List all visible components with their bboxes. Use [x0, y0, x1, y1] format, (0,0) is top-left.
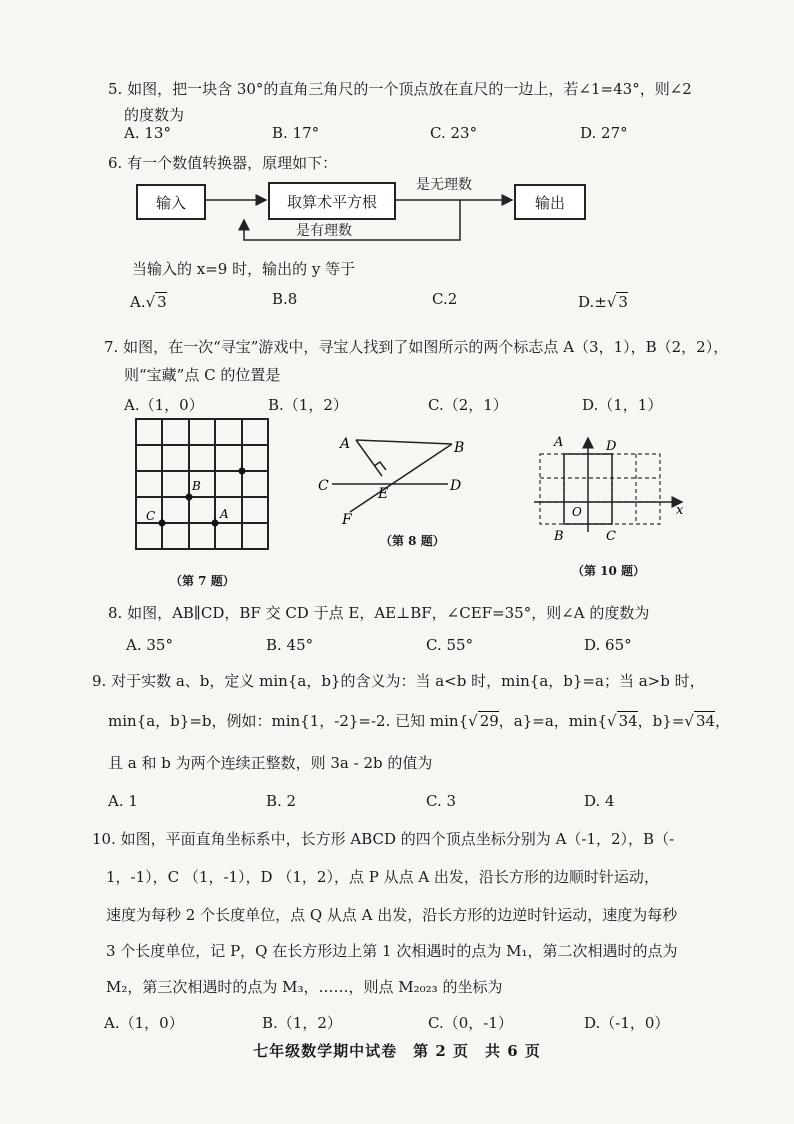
flow-rational-label: 是有理数: [296, 223, 352, 239]
fig10-label-o: O: [572, 505, 582, 519]
fig8-label-a: A: [340, 436, 351, 452]
q5-stem-line1: 5. 如图，把一块含 30°的直角三角尺的一个顶点放在直尺的一边上，若∠1=43°，则∠2: [108, 80, 692, 98]
q7-stem-line2: 则“宝藏”点 C 的位置是: [124, 366, 281, 384]
q10-stem-line1: 10. 如图，平面直角坐标系中，长方形 ABCD 的四个顶点坐标分别为 A（-1，2），B（-: [92, 830, 675, 848]
q8-option-d: D. 65°: [584, 636, 632, 654]
q8-option-c: C. 55°: [426, 636, 474, 654]
flow-arrows: [130, 172, 600, 252]
q5-stem-line2: 的度数为: [124, 106, 185, 124]
figure-8-diagram: [316, 426, 476, 526]
fig8-label-e: E: [378, 486, 389, 502]
figure-10-caption: （第 10 题）: [572, 564, 646, 578]
q10-option-a: A.（1，0）: [104, 1014, 184, 1032]
figure-7-grid: [134, 416, 274, 554]
q5-option-b: B. 17°: [272, 124, 320, 142]
q7-option-b: B.（1，2）: [268, 396, 348, 414]
q9-option-c: C. 3: [426, 792, 457, 810]
q7-option-c: C.（2，1）: [428, 396, 508, 414]
q9-stem-line2: min{a，b}=b，例如：min{1，-2}=-2. 已知 min{√ 29，a}=a，min{√ 34，b}=√ 34，: [108, 712, 731, 730]
q9-option-a: A. 1: [108, 792, 138, 810]
flow-output-box: 输出: [514, 184, 586, 220]
q6-question: 当输入的 x=9 时，输出的 y 等于: [132, 260, 356, 278]
q6-option-d: D.±√ 3: [578, 293, 628, 311]
q6-stem: 6. 有一个数值转换器，原理如下：: [108, 154, 338, 172]
fig10-label-x: x: [676, 503, 684, 518]
fig8-label-f: F: [342, 512, 352, 526]
q9-stem-line1: 9. 对于实数 a、b，定义 min{a，b}的含义为：当 a<b 时，min{a，b}=a；当 a>b 时，: [92, 672, 705, 690]
q7-option-a: A.（1，0）: [124, 396, 204, 414]
fig7-label-b: B: [192, 479, 201, 493]
fig7-label-a: A: [220, 507, 229, 521]
fig10-label-c: C: [606, 529, 616, 544]
fig8-label-c: C: [318, 478, 329, 494]
fig8-label-b: B: [454, 440, 465, 456]
q6-option-b: B.8: [272, 290, 298, 308]
figure-7-caption: （第 7 题）: [170, 574, 235, 588]
q10-option-c: C.（0，-1）: [428, 1014, 513, 1032]
q9-option-b: B. 2: [266, 792, 297, 810]
q9-option-d: D. 4: [584, 792, 615, 810]
q8-option-a: A. 35°: [126, 636, 173, 654]
q5-option-a: A. 13°: [124, 124, 171, 142]
q6-flowchart: [130, 172, 600, 252]
fig7-point-b: [186, 494, 193, 501]
q9-stem-line3: 且 a 和 b 为两个连续正整数，则 3a - 2b 的值为: [108, 754, 433, 772]
q6-option-a: A.√ 3: [130, 293, 167, 311]
page-footer: 七年级数学期中试卷 第 2 页 共 6 页: [253, 1042, 541, 1060]
fig7-point-c: [159, 520, 166, 527]
q7-stem-line1: 7. 如图，在一次“寻宝”游戏中，寻宝人找到了如图所示的两个标志点 A（3，1），B（2，2），: [104, 338, 729, 356]
flow-irrational-label: 是无理数: [416, 177, 472, 193]
q8-option-b: B. 45°: [266, 636, 314, 654]
fig7-label-c: C: [146, 509, 156, 523]
q6-option-c: C.2: [432, 290, 458, 308]
flow-input-box: 输入: [136, 184, 206, 220]
q8-stem: 8. 如图，AB∥CD，BF 交 CD 于点 E，AE⊥BF，∠CEF=35°，则∠A 的度数为: [108, 604, 650, 622]
flow-process-box: 取算术平方根: [268, 182, 396, 220]
fig10-label-a: A: [554, 435, 564, 450]
fig10-label-d: D: [606, 439, 617, 454]
q10-option-b: B.（1，2）: [262, 1014, 342, 1032]
q10-stem-line2: 1，-1），C （1，-1），D （1，2），点 P 从点 A 出发，沿长方形的边顺时针运动，: [106, 868, 659, 886]
q7-option-d: D.（1，1）: [582, 396, 663, 414]
figure-10-diagram: [534, 432, 694, 552]
q5-option-d: D. 27°: [580, 124, 628, 142]
q10-stem-line5: M₂，第三次相遇时的点为 M₃，……，则点 M₂₀₂₃ 的坐标为: [106, 978, 503, 996]
fig7-point-extra: [239, 468, 246, 475]
q10-option-d: D.（-1，0）: [584, 1014, 670, 1032]
figure-8-caption: （第 8 题）: [380, 534, 445, 548]
fig8-label-d: D: [450, 478, 462, 494]
fig7-point-a: [212, 520, 219, 527]
q10-stem-line4: 3 个长度单位，记 P，Q 在长方形边上第 1 次相遇时的点为 M₁，第二次相遇时的点为: [106, 942, 678, 960]
q5-option-c: C. 23°: [430, 124, 478, 142]
q10-stem-line3: 速度为每秒 2 个长度单位，点 Q 从点 A 出发，沿长方形的边逆时针运动，速度为每秒: [106, 906, 678, 924]
fig10-label-b: B: [554, 529, 564, 544]
